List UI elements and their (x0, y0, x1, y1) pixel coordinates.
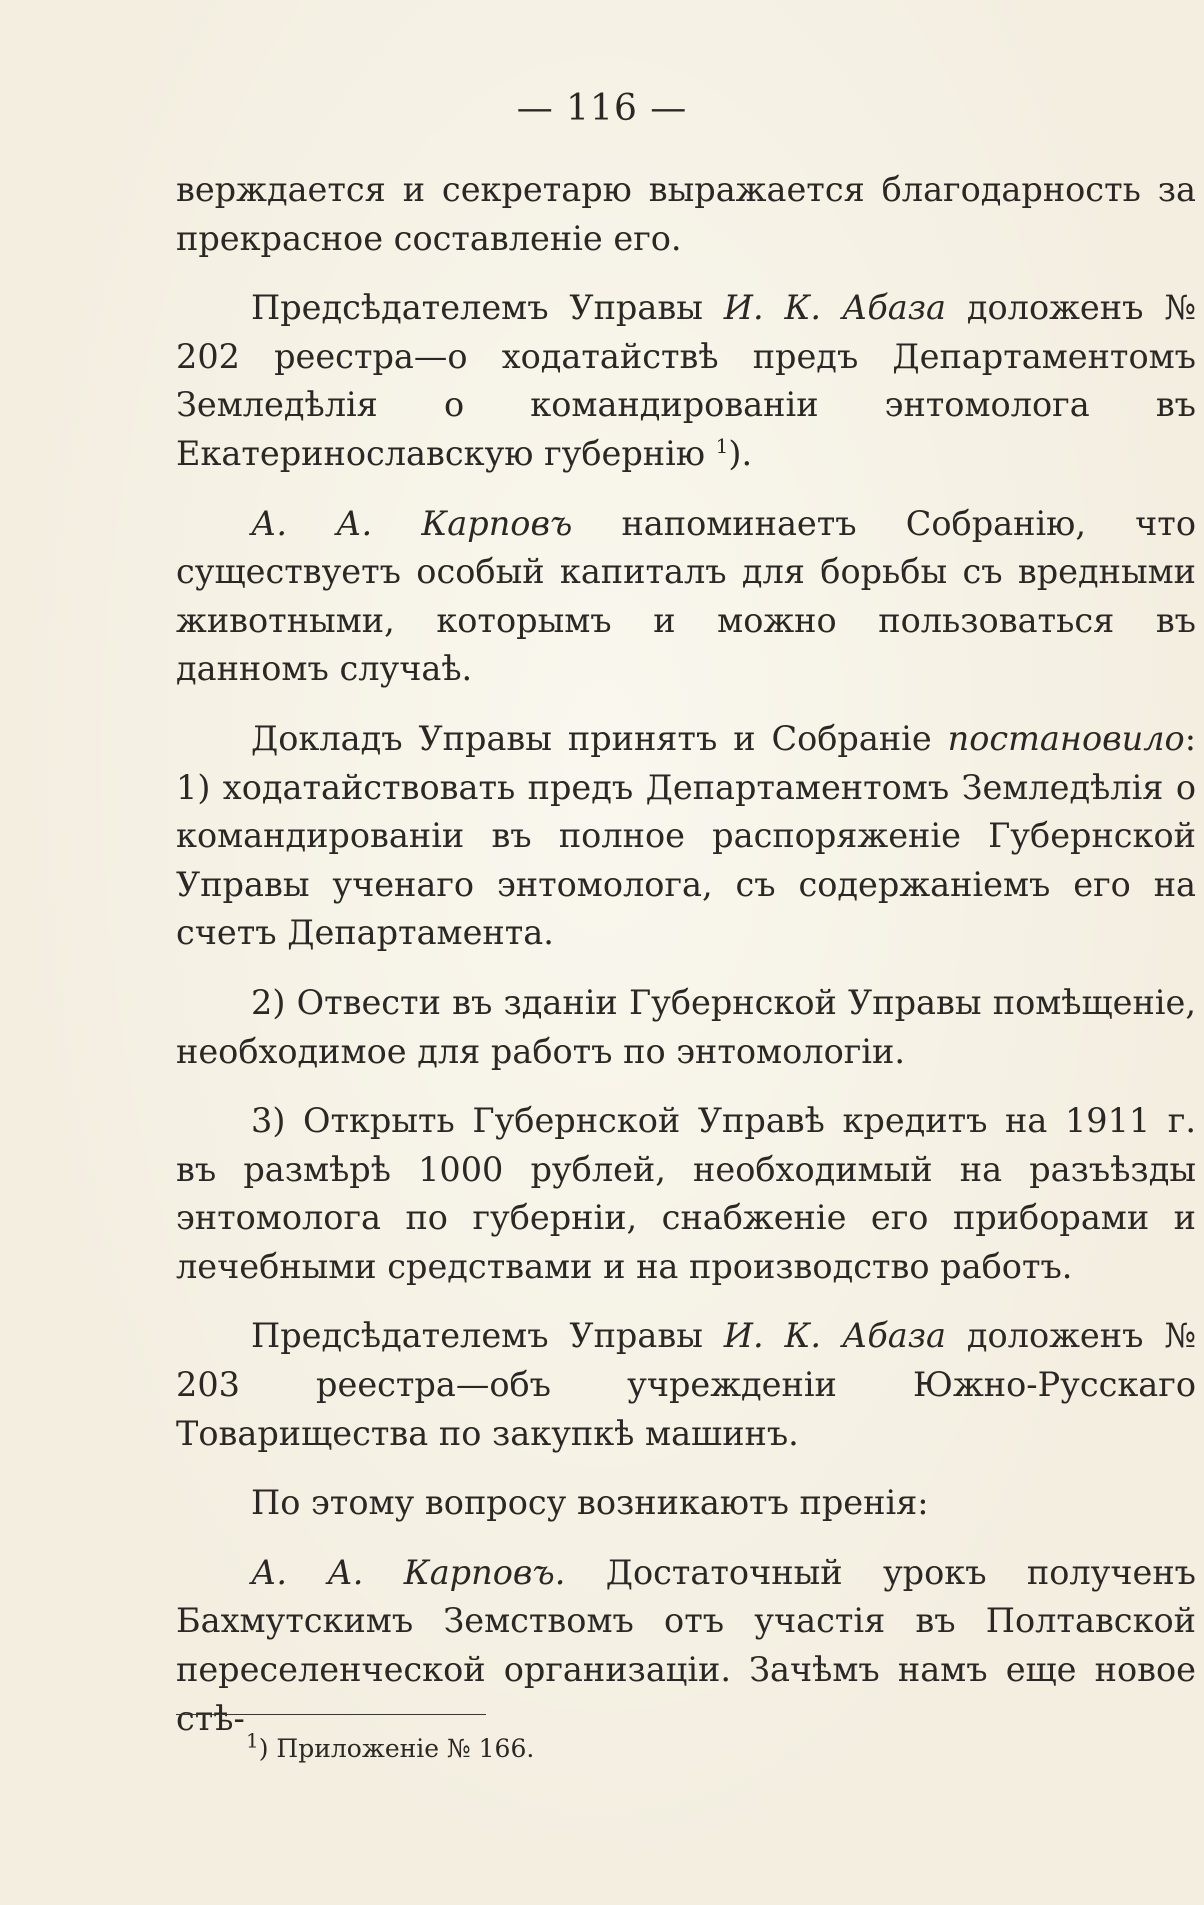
resolution-word: постановило (947, 718, 1185, 758)
paragraph-5: 2) Отвести въ зданіи Губернской Управы помѣщеніе, необходимое для работъ по энтомологіи. (176, 982, 1196, 1071)
footnote-ref: 1 (715, 433, 729, 458)
paragraph-2: Предсѣдателемъ Управы И. К. Абаза доложенъ № 202 реестра—о ходатайствѣ предъ Департаментомъ Земледѣлія о командированіи энтомолога въ Екатеринославскую губернію $^1$). (176, 288, 1196, 473)
paragraph-8: По этому вопросу возникаютъ пренія: (251, 1483, 929, 1523)
page-number: — 116 — (516, 88, 688, 129)
paragraph-4: Докладъ Управы принятъ и Собраніе постановило: 1) ходатайствовать предъ Департаментомъ Земледѣлія о командированіи въ полное распоряженіе Губернской Управы ученаго энтомолога, съ содержаніемъ его на счетъ Департамента. (176, 718, 1196, 953)
speaker-name: И. К. Абаза (723, 288, 946, 328)
paragraph-3: А. А. Карповъ напоминаетъ Собранію, что существуетъ особый капиталъ для борьбы съ вредными животными, которымъ и можно пользоваться въ данномъ случаѣ. (176, 503, 1197, 689)
footnote (246, 1728, 535, 1765)
footnote-marker: 1 (246, 1728, 259, 1753)
paragraph-7: Предсѣдателемъ Управы И. К. Абаза доложенъ № 203 реестра—объ учрежденіи Южно-Русскаго Товарищества по закупкѣ машинъ. (176, 1316, 1196, 1453)
speaker-name: А. А. Карповъ (251, 503, 573, 543)
paragraph-6: 3) Открыть Губернской Управѣ кредитъ на 1911 г. въ размѣрѣ 1000 рублей, необходимый на разъѣзды энтомолога по губерніи, снабженіе его приборами и лечебными средствами и на производство работъ. (176, 1101, 1196, 1286)
footnote-divider (176, 1714, 486, 1715)
paragraph-1: верждается и секретарю выражается благодарность за прекрасное составленіе его. (176, 170, 1196, 258)
footnote-text: ) Приложеніе № 166. (258, 1734, 535, 1763)
body-text (176, 166, 1196, 1764)
speaker-name: И. К. Абаза (723, 1316, 946, 1356)
speaker-name: А. А. Карповъ. (251, 1552, 566, 1592)
paragraph-9: А. А. Карповъ. Достаточный урокъ полученъ Бахмутскимъ Земствомъ отъ участія въ Полтавской переселенческой организаціи. Зачѣмъ намъ еще новое стѣ- (176, 1552, 1196, 1738)
